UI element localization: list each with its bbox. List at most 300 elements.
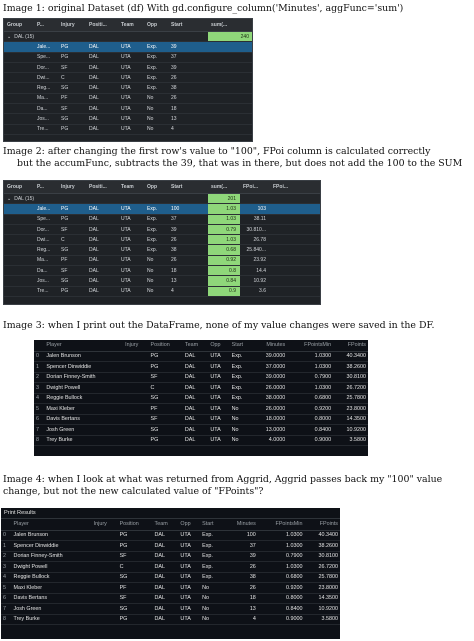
table-cell: 0.8000: [287, 414, 333, 425]
table-cell[interactable]: UTA: [121, 267, 131, 274]
table-cell[interactable]: UTA: [121, 288, 131, 295]
table-cell: 1.0300: [258, 541, 305, 552]
row-index: 3: [34, 383, 44, 394]
table-cell[interactable]: Exp.: [147, 247, 158, 254]
table-cell: UTA: [208, 362, 229, 373]
table-cell: 0.6800: [287, 393, 333, 404]
table-cell[interactable]: 18: [171, 267, 177, 274]
table-cell: Reggie Bullock: [44, 393, 123, 404]
table-cell[interactable]: Exp.: [147, 64, 158, 71]
table-cell: Jalen Brunson: [12, 530, 92, 541]
table-cell[interactable]: 38: [171, 85, 177, 92]
table-cell[interactable]: 100: [171, 205, 180, 212]
table-row[interactable]: [4, 287, 320, 297]
table-cell: UTA: [208, 383, 229, 394]
column-header[interactable]: Start: [171, 184, 183, 190]
column-header[interactable]: Opp: [147, 184, 157, 190]
row-index: 5: [1, 583, 12, 594]
table-cell: 0.9200: [287, 404, 333, 415]
table-cell: 14.3500: [305, 593, 341, 604]
table-cell: UTA: [178, 551, 200, 562]
table-cell[interactable]: 39: [171, 43, 177, 50]
table-cell[interactable]: 39: [171, 226, 177, 233]
table-cell[interactable]: Jos...: [37, 116, 49, 123]
table-cell: 38.0000: [252, 393, 287, 404]
table-cell[interactable]: DAL: [89, 236, 99, 243]
table-cell[interactable]: 26.78: [253, 236, 266, 243]
table-cell: PG: [149, 362, 183, 373]
column-header[interactable]: P...: [37, 22, 44, 28]
table-cell: Exp.: [230, 362, 253, 373]
table-cell: DAL: [153, 572, 179, 583]
column-header[interactable]: Start: [171, 22, 183, 28]
table-cell[interactable]: 0.84: [208, 276, 240, 285]
table-cell[interactable]: DAL: [89, 267, 99, 274]
column-header: FPointsMin: [258, 519, 305, 530]
table-cell[interactable]: PG: [61, 126, 69, 133]
table-cell: PG: [118, 530, 153, 541]
table-cell[interactable]: DAL: [89, 205, 99, 212]
column-header[interactable]: FPoi...: [273, 184, 288, 190]
table-row[interactable]: [4, 245, 320, 255]
row-index: 8: [34, 435, 44, 446]
table-cell: 26.7200: [305, 562, 341, 573]
table-cell[interactable]: Exp.: [147, 85, 158, 92]
row-index: 0: [1, 530, 12, 541]
table-cell[interactable]: DAL: [89, 278, 99, 285]
print-results-title: Print Results: [1, 508, 340, 519]
chevron-down-icon[interactable]: ⌄: [7, 33, 12, 40]
table-cell[interactable]: SG: [61, 247, 69, 254]
table-cell[interactable]: C: [61, 236, 65, 243]
caption-text: but the accumFunc, subtracts the 39, that was in there, but does not add the 100 to the SUM: [17, 158, 463, 169]
table-cell[interactable]: 26: [171, 236, 177, 243]
table-cell[interactable]: Jale...: [37, 43, 51, 50]
column-header[interactable]: Opp: [147, 22, 157, 28]
group-row[interactable]: [4, 32, 252, 42]
table-row[interactable]: [4, 225, 320, 235]
table-cell[interactable]: 3.6: [259, 288, 266, 295]
table-cell[interactable]: Exp.: [147, 216, 158, 223]
table-cell: PG: [118, 614, 153, 625]
table-cell: 1.0300: [287, 351, 333, 362]
table-cell[interactable]: 25.840...: [246, 247, 266, 254]
table-cell[interactable]: No: [147, 105, 154, 112]
table-cell[interactable]: 30.810...: [246, 226, 266, 233]
table-cell: 0.9000: [258, 614, 305, 625]
table-cell[interactable]: 4: [171, 126, 174, 133]
table-cell[interactable]: UTA: [121, 247, 131, 254]
table-cell: [123, 351, 148, 362]
table-cell[interactable]: DAL: [89, 105, 99, 112]
table-cell[interactable]: DAL: [89, 43, 99, 50]
table-row[interactable]: [4, 104, 252, 114]
table-cell: 39.0000: [252, 351, 287, 362]
table-cell[interactable]: UTA: [121, 205, 131, 212]
table-row[interactable]: [4, 204, 320, 214]
table-cell[interactable]: UTA: [121, 278, 131, 285]
table-cell: Exp.: [200, 530, 223, 541]
table-cell: PG: [149, 435, 183, 446]
table-cell[interactable]: DAL: [89, 74, 99, 81]
table-row[interactable]: [4, 63, 252, 73]
table-row[interactable]: [4, 42, 252, 52]
table-cell[interactable]: 14.4: [256, 267, 266, 274]
table-cell: Reggie Bullock: [12, 572, 92, 583]
column-header: Opp: [178, 519, 200, 530]
table-cell[interactable]: UTA: [121, 64, 131, 71]
table-cell: 0.6800: [258, 572, 305, 583]
group-label: DAL (15): [14, 33, 35, 40]
table-cell[interactable]: Da...: [37, 267, 48, 274]
table-row: [1, 593, 340, 604]
table-cell[interactable]: 0.79: [208, 225, 240, 234]
table-cell[interactable]: 37: [171, 216, 177, 223]
table-cell[interactable]: UTA: [121, 85, 131, 92]
table-cell: SF: [118, 551, 153, 562]
table-cell: Josh Green: [44, 425, 123, 436]
table-cell[interactable]: DAL: [89, 116, 99, 123]
table-cell[interactable]: 1.03: [208, 215, 240, 224]
table-header-row: [34, 340, 368, 351]
table-cell: 0.7900: [287, 372, 333, 383]
table-cell[interactable]: UTA: [121, 43, 131, 50]
table-cell: Dwight Powell: [44, 383, 123, 394]
row-index: 4: [34, 393, 44, 404]
table-cell: No: [230, 425, 253, 436]
table-cell: Jalen Brunson: [44, 351, 123, 362]
table-cell: 1.0300: [258, 530, 305, 541]
table-cell: 39.0000: [252, 372, 287, 383]
caption-image-2: [3, 146, 462, 170]
table-cell[interactable]: PG: [61, 288, 69, 295]
table-cell[interactable]: DAL: [89, 216, 99, 223]
column-header: Player: [44, 340, 123, 351]
table-cell: 3.5800: [333, 435, 368, 446]
table-cell[interactable]: Reg...: [37, 85, 51, 92]
caption-text: Image 2: after changing the first row's value to "100", FPoi column is calculated correctly: [3, 146, 431, 157]
table-cell[interactable]: Dor...: [37, 226, 49, 233]
table-cell: Exp.: [230, 372, 253, 383]
table-cell[interactable]: 26: [171, 95, 177, 102]
table-row[interactable]: [4, 125, 252, 135]
table-cell[interactable]: 0.68: [208, 245, 240, 254]
table-cell[interactable]: UTA: [121, 95, 131, 102]
table-row[interactable]: [4, 94, 252, 104]
table-cell: 26: [223, 583, 258, 594]
table-cell[interactable]: 4: [171, 288, 174, 295]
table-cell: UTA: [178, 593, 200, 604]
table-cell[interactable]: SF: [61, 105, 68, 112]
table-cell: 38: [223, 572, 258, 583]
table-cell[interactable]: PG: [61, 216, 69, 223]
table-cell: SF: [118, 593, 153, 604]
table-cell[interactable]: UTA: [121, 226, 131, 233]
table-cell[interactable]: 23.92: [253, 257, 266, 264]
table-cell[interactable]: SF: [61, 267, 68, 274]
table-row: [34, 393, 368, 404]
table-cell: 30.8100: [305, 551, 341, 562]
table-row: [1, 583, 340, 594]
table-cell[interactable]: Exp.: [147, 236, 158, 243]
table-cell[interactable]: Tre...: [37, 126, 49, 133]
column-header[interactable]: Team: [121, 22, 134, 28]
table-cell[interactable]: Jale...: [37, 205, 51, 212]
table-cell[interactable]: Exp.: [147, 226, 158, 233]
table-cell: UTA: [178, 562, 200, 573]
table-cell: 0.8000: [258, 593, 305, 604]
column-header[interactable]: P...: [37, 184, 44, 190]
table-cell: DAL: [183, 414, 208, 425]
table-cell[interactable]: 38.11: [253, 216, 266, 223]
table-cell[interactable]: UTA: [121, 257, 131, 264]
table-cell[interactable]: 13: [171, 278, 177, 285]
table-cell: 0.8400: [258, 604, 305, 615]
table-cell[interactable]: PF: [61, 257, 68, 264]
table-cell: 39: [223, 551, 258, 562]
table-cell: DAL: [183, 425, 208, 436]
table-cell[interactable]: DAL: [89, 85, 99, 92]
table-cell: UTA: [178, 583, 200, 594]
table-row[interactable]: [4, 73, 252, 83]
table-cell[interactable]: SG: [61, 278, 69, 285]
column-header[interactable]: Injury: [61, 184, 75, 190]
table-cell[interactable]: DAL: [89, 54, 99, 61]
group-cell[interactable]: [4, 34, 208, 40]
table-cell[interactable]: Spe...: [37, 216, 51, 223]
table-cell[interactable]: UTA: [121, 236, 131, 243]
table-cell[interactable]: PG: [61, 205, 69, 212]
table-cell[interactable]: 103: [257, 205, 266, 212]
table-cell[interactable]: SF: [61, 64, 68, 71]
column-header[interactable]: Group: [7, 22, 22, 28]
table-cell: [123, 393, 148, 404]
table-cell: Josh Green: [12, 604, 92, 615]
table-cell: [92, 572, 118, 583]
table-cell: [92, 551, 118, 562]
table-cell[interactable]: PG: [61, 43, 69, 50]
table-cell: [92, 530, 118, 541]
table-row[interactable]: [4, 114, 252, 124]
table-cell: Maxi Kleber: [44, 404, 123, 415]
row-index: 7: [1, 604, 12, 615]
table-cell: [123, 414, 148, 425]
table-cell[interactable]: 10.92: [253, 278, 266, 285]
table-row: [1, 541, 340, 552]
table-cell: Dwight Powell: [12, 562, 92, 573]
table-cell: PF: [149, 404, 183, 415]
table-cell[interactable]: Da...: [37, 105, 48, 112]
table-cell[interactable]: SG: [61, 116, 69, 123]
table-cell[interactable]: Exp.: [147, 74, 158, 81]
table-cell[interactable]: 0.92: [208, 256, 240, 265]
table-cell: UTA: [208, 393, 229, 404]
table-cell: No: [200, 614, 223, 625]
column-header[interactable]: Group: [7, 184, 22, 190]
table-cell[interactable]: PG: [61, 54, 69, 61]
table-cell[interactable]: UTA: [121, 126, 131, 133]
table-cell: C: [118, 562, 153, 573]
table-row[interactable]: [4, 83, 252, 93]
table-cell: DAL: [153, 614, 179, 625]
table-cell[interactable]: UTA: [121, 74, 131, 81]
aggrid-after-edit: [3, 180, 321, 305]
table-cell: Trey Burke: [12, 614, 92, 625]
table-cell: Exp.: [230, 351, 253, 362]
table-cell: Exp.: [200, 562, 223, 573]
table-cell[interactable]: DAL: [89, 247, 99, 254]
table-header-row: [1, 519, 340, 530]
table-cell: 1.0300: [287, 362, 333, 373]
column-header[interactable]: Positi...: [89, 184, 107, 190]
row-index: 1: [34, 362, 44, 373]
table-cell[interactable]: Exp.: [147, 43, 158, 50]
table-row[interactable]: [4, 215, 320, 225]
table-cell: [123, 404, 148, 415]
table-cell: Spencer Dinwiddie: [44, 362, 123, 373]
table-cell: 38.2600: [333, 362, 368, 373]
table-cell: 18: [223, 593, 258, 604]
table-cell[interactable]: No: [147, 257, 154, 264]
table-cell[interactable]: UTA: [121, 216, 131, 223]
table-cell: 100: [223, 530, 258, 541]
table-cell[interactable]: DAL: [89, 288, 99, 295]
table-cell[interactable]: DAL: [89, 64, 99, 71]
table-row[interactable]: [4, 53, 252, 63]
table-cell: DAL: [153, 541, 179, 552]
table-cell[interactable]: No: [147, 116, 154, 123]
table-cell: Spencer Dinwiddie: [12, 541, 92, 552]
table-cell: UTA: [208, 435, 229, 446]
table-row: [34, 404, 368, 415]
table-cell[interactable]: PF: [61, 95, 68, 102]
table-cell[interactable]: C: [61, 74, 65, 81]
table-cell[interactable]: Reg...: [37, 247, 51, 254]
aggrid-print-results: [1, 508, 340, 639]
group-cell[interactable]: [4, 196, 208, 202]
table-cell[interactable]: 26: [171, 257, 177, 264]
table-cell: [92, 583, 118, 594]
table-cell: Exp.: [200, 551, 223, 562]
column-header[interactable]: Positi...: [89, 22, 107, 28]
table-cell[interactable]: No: [147, 278, 154, 285]
column-header: Position: [149, 340, 183, 351]
table-cell: [123, 362, 148, 373]
column-header: [34, 340, 44, 351]
table-cell[interactable]: No: [147, 267, 154, 274]
table-cell[interactable]: 37: [171, 54, 177, 61]
table-cell[interactable]: Spe...: [37, 54, 51, 61]
table-cell[interactable]: 38: [171, 247, 177, 254]
table-cell[interactable]: Dor...: [37, 64, 49, 71]
table-cell[interactable]: No: [147, 95, 154, 102]
table-cell[interactable]: 0.9: [208, 287, 240, 296]
table-cell: 26: [223, 562, 258, 573]
table-cell: 40.3400: [305, 530, 341, 541]
table-cell: [123, 383, 148, 394]
table-cell[interactable]: Exp.: [147, 54, 158, 61]
table-cell: 10.9200: [305, 604, 341, 615]
column-header[interactable]: sum(...: [211, 184, 228, 190]
column-header[interactable]: Injury: [61, 22, 75, 28]
table-cell[interactable]: Jos...: [37, 278, 49, 285]
table-cell[interactable]: Dwi...: [37, 236, 50, 243]
column-header: Minutes: [252, 340, 287, 351]
table-cell: Dorian Finney-Smith: [44, 372, 123, 383]
table-cell[interactable]: SF: [61, 226, 68, 233]
table-cell: SF: [149, 414, 183, 425]
table-row[interactable]: [4, 266, 320, 276]
column-header: FPointsMin: [287, 340, 333, 351]
table-cell[interactable]: 26: [171, 74, 177, 81]
table-cell[interactable]: DAL: [89, 257, 99, 264]
table-cell[interactable]: No: [147, 126, 154, 133]
table-cell[interactable]: UTA: [121, 54, 131, 61]
table-cell[interactable]: No: [147, 288, 154, 295]
table-cell[interactable]: Ma...: [37, 257, 49, 264]
dataframe-table: [1, 519, 340, 625]
column-header: Opp: [208, 340, 229, 351]
table-cell[interactable]: 39: [171, 64, 177, 71]
table-cell[interactable]: Exp.: [147, 205, 158, 212]
table-cell[interactable]: 0.8: [208, 266, 240, 275]
table-cell[interactable]: UTA: [121, 116, 131, 123]
table-cell: Exp.: [230, 383, 253, 394]
table-cell: 0.9000: [287, 435, 333, 446]
table-row[interactable]: [4, 276, 320, 286]
table-cell[interactable]: SG: [61, 85, 69, 92]
table-cell[interactable]: Ma...: [37, 95, 49, 102]
chevron-down-icon[interactable]: ⌄: [7, 195, 12, 202]
table-cell[interactable]: 1.03: [208, 204, 240, 213]
table-cell: SG: [118, 604, 153, 615]
group-row[interactable]: [4, 194, 320, 204]
table-cell: Dorian Finney-Smith: [12, 551, 92, 562]
row-index: 6: [1, 593, 12, 604]
table-cell: 13: [223, 604, 258, 615]
row-index: 5: [34, 404, 44, 415]
table-cell[interactable]: 13: [171, 116, 177, 123]
table-row[interactable]: [4, 256, 320, 266]
group-sum-cell: 201: [208, 194, 240, 203]
dataframe-table: [34, 340, 368, 446]
table-cell: [123, 425, 148, 436]
table-cell[interactable]: 18: [171, 105, 177, 112]
column-header: Position: [118, 519, 153, 530]
table-cell[interactable]: DAL: [89, 126, 99, 133]
table-cell[interactable]: DAL: [89, 95, 99, 102]
table-row[interactable]: [4, 235, 320, 245]
column-header[interactable]: sum(...: [211, 22, 228, 28]
caption-text: Image 4: when I look at what was returned from Aggrid, Aggrid passes back my "100" value: [3, 474, 443, 485]
table-cell[interactable]: UTA: [121, 105, 131, 112]
table-cell: DAL: [183, 404, 208, 415]
table-cell[interactable]: Tre...: [37, 288, 49, 295]
column-header: Team: [183, 340, 208, 351]
table-cell: SG: [118, 572, 153, 583]
table-cell: 37: [223, 541, 258, 552]
column-header[interactable]: Team: [121, 184, 134, 190]
table-row: [34, 362, 368, 373]
table-cell[interactable]: Dwi...: [37, 74, 50, 81]
column-header[interactable]: FPoi...: [243, 184, 258, 190]
aggrid-original: [3, 18, 253, 142]
table-cell: 30.8100: [333, 372, 368, 383]
table-cell[interactable]: DAL: [89, 226, 99, 233]
grid-header-row: [4, 181, 320, 194]
table-cell[interactable]: 1.03: [208, 235, 240, 244]
table-cell: 4.0000: [252, 435, 287, 446]
